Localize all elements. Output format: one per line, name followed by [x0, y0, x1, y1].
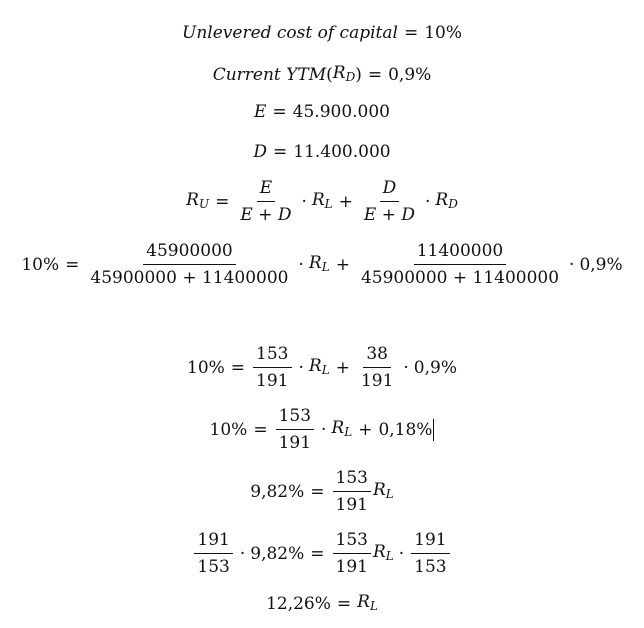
- isolated-formula-line: [0, 467, 644, 516]
- multiply-dot: ·: [239, 543, 246, 564]
- multiplied-formula-line: [0, 529, 644, 578]
- equals-sign: =: [230, 357, 246, 378]
- equity-weight-fraction: $\frac{153}{191}$: [253, 343, 291, 392]
- lhs-value: 9,82%: [250, 543, 305, 564]
- inverse-weight-fraction: $\frac{191}{153}$: [194, 529, 232, 578]
- ru-formula-line: [0, 177, 644, 226]
- simplified-formula-line: [0, 343, 644, 392]
- equity-weight-fraction: $\frac{153}{191}$: [333, 467, 371, 516]
- lhs-value: 10%: [209, 419, 248, 440]
- plus-sign: +: [335, 254, 350, 275]
- rl-variable: $R_L$: [357, 592, 378, 613]
- equals-sign: =: [403, 23, 419, 43]
- unlevered-cost-value: 10%: [424, 23, 462, 43]
- lhs-value: 10%: [187, 357, 225, 378]
- equals-sign: =: [310, 543, 325, 564]
- multiply-dot: ·: [569, 254, 575, 275]
- equals-sign: =: [65, 254, 80, 275]
- equity-line: [0, 101, 644, 123]
- right-paren: ): [355, 65, 362, 85]
- current-ytm-line: [0, 62, 644, 88]
- rl-variable: $R_L$: [372, 541, 394, 563]
- equity-weight-fraction: $\frac{153}{191}$: [333, 529, 371, 578]
- equals-sign: =: [272, 102, 287, 122]
- substituted-formula-line: [0, 240, 644, 289]
- multiply-dot: ·: [298, 357, 304, 378]
- reduced-formula-line: [0, 405, 644, 454]
- debt-rate-value: 0,9%: [413, 357, 457, 378]
- multiply-dot: ·: [298, 254, 304, 275]
- plus-sign: +: [358, 419, 373, 440]
- debt-weight-fraction: $\frac{11400000}{45900000 + 11400000}$: [360, 241, 560, 288]
- debt-weight-fraction: $\frac{38}{191}$: [360, 344, 394, 391]
- current-ytm-label: Current YTM: [212, 65, 327, 85]
- rl-variable: $R_L$: [311, 189, 333, 211]
- equals-sign: =: [253, 419, 268, 440]
- equals-sign: =: [273, 142, 288, 162]
- equity-weight-fraction: $\frac{45900000}{45900000 + 11400000}$: [90, 241, 289, 288]
- debt-variable: D: [253, 142, 268, 162]
- debt-rate-value: 0,9%: [579, 254, 623, 275]
- multiply-dot: ·: [424, 191, 431, 212]
- ru-variable: $R_U$: [186, 189, 210, 211]
- multiply-dot: ·: [301, 191, 307, 212]
- plus-sign: +: [338, 191, 353, 212]
- result-line: [0, 591, 644, 617]
- debt-value: 11.400.000: [293, 142, 391, 162]
- inverse-weight-fraction: $\frac{191}{153}$: [411, 529, 449, 578]
- rd-variable: $R_D$: [332, 63, 356, 84]
- equals-sign: =: [367, 65, 383, 85]
- lhs-value: 9,82%: [250, 481, 305, 502]
- equals-sign: =: [215, 191, 230, 212]
- lhs-value: 10%: [21, 254, 60, 275]
- rl-variable: $R_L$: [331, 417, 353, 439]
- text-cursor: [433, 419, 434, 441]
- rl-variable: $R_L$: [308, 355, 330, 377]
- rl-variable: $R_L$: [308, 252, 330, 274]
- left-paren: (: [326, 65, 333, 85]
- equals-sign: =: [336, 594, 352, 614]
- unlevered-cost-line: [0, 22, 644, 44]
- debt-contribution-value: 0,18%: [378, 419, 433, 440]
- multiply-dot: ·: [403, 357, 409, 378]
- debt-line: [0, 141, 644, 163]
- equity-value: 45.900.000: [292, 102, 390, 122]
- multiply-dot: ·: [398, 543, 405, 564]
- rl-variable: $R_L$: [372, 479, 394, 501]
- equals-sign: =: [310, 481, 325, 502]
- current-ytm-value: 0,9%: [388, 65, 432, 85]
- equity-weight-fraction: $\frac{153}{191}$: [276, 405, 314, 454]
- rd-variable: $R_D$: [435, 189, 458, 211]
- plus-sign: +: [335, 357, 350, 378]
- result-value: 12,26%: [266, 594, 331, 614]
- multiply-dot: ·: [321, 419, 327, 440]
- unlevered-cost-label: Unlevered cost of capital: [182, 23, 398, 43]
- equity-variable: E: [253, 102, 267, 122]
- equity-weight-fraction: $\frac{E}{E + D}$: [240, 178, 292, 225]
- debt-weight-fraction: $\frac{D}{E + D}$: [363, 178, 415, 225]
